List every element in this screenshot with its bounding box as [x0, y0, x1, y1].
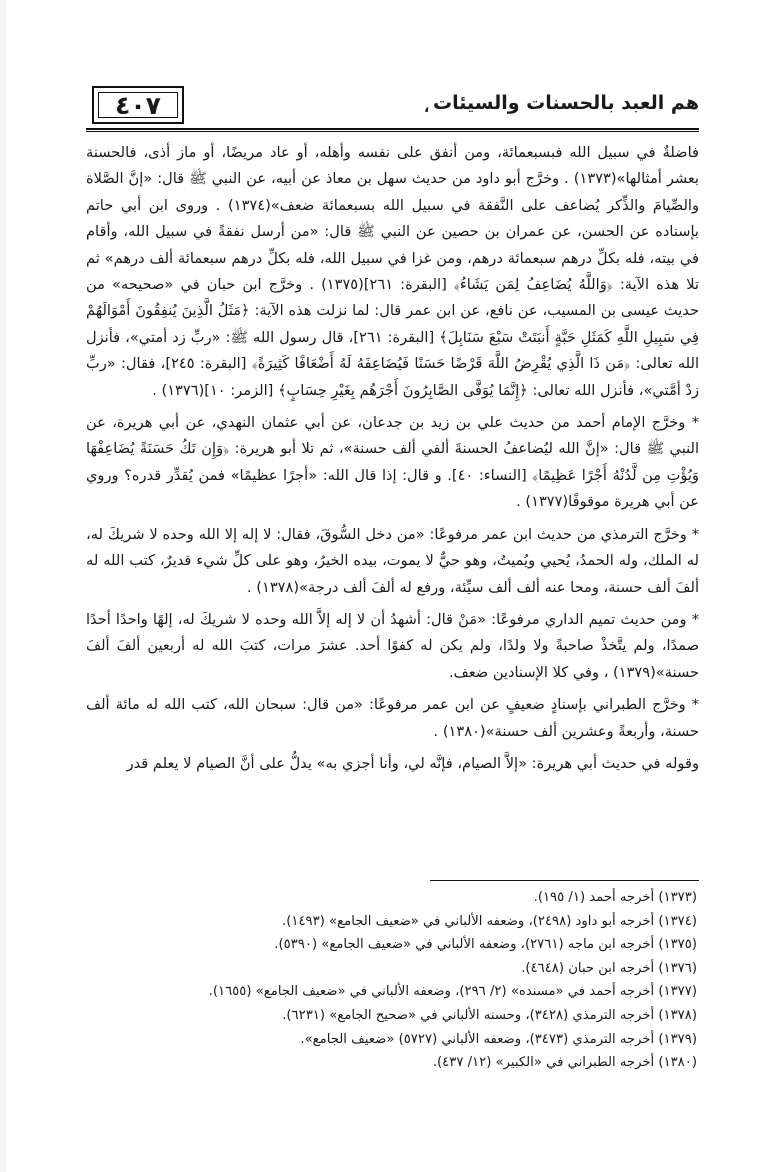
footnotes — [86, 886, 697, 1075]
header-rule-thin — [86, 131, 699, 132]
footnote-separator — [430, 880, 699, 881]
main-text — [86, 140, 699, 783]
footnote: (١٣٧٧) أخرجه أحمد في «مسنده» (٢/ ٢٩٦)، وضعفه الألباني في «ضعيف الجامع» (١٦٥٥). — [208, 984, 697, 1000]
page-number-box — [92, 86, 184, 124]
paragraph: * وخرَّج الترمذي من حديث ابن عمر مرفوعًا: «من دخل السُّوقَ، فقال: لا إله إلا الله وحده لا شريكَ له، له الملك، وله الحمدُ، يُحيي ويُميتُ، وهو حيٌّ لا يموت، بيده الخيرُ، وهو على كلِّ شيء قديرٌ، كتب الله له ألفَ ألف حسنة، ومحا عنه ألف ألف سيِّئة، ورفع له ألفَ ألف درجة»(١٣٧٨) . — [86, 525, 699, 596]
footnote: (١٣٨٠) أخرجه الطبراني في «الكبير» (١٢/ ٤٣٧). — [432, 1055, 697, 1071]
footnote: (١٣٧٩) أخرجه الترمذي (٣٤٧٣)، وضعفه الألباني (٥٧٢٧) «ضعيف الجامع». — [300, 1031, 697, 1047]
footnote: (١٣٧٦) أخرجه ابن حبان (٤٦٤٨). — [521, 960, 697, 976]
paragraph: * ومن حديث تميم الداري مرفوعًا: «مَنْ قال: أشهدُ أن لا إله إلاَّ الله وحده لا شريكَ له، إلهًا واحدًا أحدًا صمدًا، ولم يتَّخذْ صاحبةً ولا ولدًا، ولم يكن له كفوًا أحد. عشرَ مرات، كتبَ الله له أربعين ألفَ ألفَ حسنة»(١٣٧٩) ، وفي كلا الإسنادين ضعف. — [86, 610, 699, 681]
header-rule — [86, 128, 699, 130]
footnote: (١٣٧٤) أخرجه أبو داود (٢٤٩٨)، وضعفه الألباني في «ضعيف الجامع» (١٤٩٣). — [282, 913, 697, 929]
page-number: ٤٠٧ — [115, 90, 161, 120]
paragraph: وقوله في حديث أبي هريرة: «إلاَّ الصيام، فإنَّه لي، وأنا أجزي به» يدلُّ على أنَّ الصيام لا يعلم قدر — [126, 754, 699, 772]
footnote: (١٣٧٣) أخرجه أحمد (١/ ١٩٥). — [533, 890, 697, 905]
footnote: (١٣٧٨) أخرجه الترمذي (٣٤٢٨)، وحسنه الألباني في «صحيح الجامع» (٦٢٣١). — [282, 1007, 697, 1023]
paragraph: * وخرَّج الطبراني بإسنادٍ ضعيفٍ عن ابن عمر مرفوعًا: «من قال: سبحان الله، كتب الله له مائة ألف حسنة، وأربعةً وعشرين ألف حسنة»(١٣٨٠) . — [86, 696, 699, 740]
paragraph: * وخرَّج الإمام أحمد من حديث علي بن زيد بن جدعان، عن أبي عثمان النهدي، عن أبي هريرة، عن النبي ﷺ قال: «إنَّ الله ليُضاعفُ الحسنةَ ألفي ألف حسنة»، ثم تلا أبو هريرة: ﴿وَإِن تَكُ حَسَنَةً يُضَاعِفْهَا وَيُؤْتِ مِن لَّدُنْهُ أَجْرًا عَظِيمًا﴾ [النساء: ٤٠]. و قال: إذا قال الله: «أجرًا عظيمًا» فمن يُقدِّر قدره؟ وروي عن أبي هريرة موقوفًا(١٣٧٧) . — [86, 414, 699, 511]
scan-edge — [0, 0, 6, 1172]
page-header — [86, 86, 699, 126]
footnote: (١٣٧٥) أخرجه ابن ماجه (٢٧٦١)، وضعفه الألباني في «ضعيف الجامع» (٥٣٩٠). — [274, 937, 697, 953]
header-mark: ، — [424, 100, 430, 116]
running-title: هم العبد بالحسنات والسيئات — [433, 92, 699, 114]
paragraph: فاضلةٌ في سبيل الله فبسبعمائة، ومن أنفق على نفسه وأهله، أو عاد مريضًا، أو ماز أذى، فالحسنة بعشر أمثالها»(١٣٧٣) . وخرَّج أبو داود من حديث سهل بن معاذ عن أبيه، عن النبي ﷺ قال: «إنَّ الصَّلاة والصِّيامَ والذِّكر يُضاعف على النَّفقة في سبيل الله بسبعمائة ضعف»(١٣٧٤) . وروى ابن أبي حاتم بإسناده عن الحسن، عن عمران بن حصين عن النبي ﷺ قال: «من أرسل نفقةً في سبيل الله، وأقام في بيته، فله بكلِّ درهم سبعمائة درهم، ومن غزا في سبيل الله، فله بكلِّ درهم سبعمائة ألف درهم» ثم تلا هذه الآية: ﴿وَاللَّهُ يُضَاعِفُ لِمَن يَشَاءُ﴾ [البقرة: ٢٦١](١٣٧٥) . وخرَّج ابن حبان في «صحيحه» من حديث عيسى بن المسيب، عن نافع، عن ابن عمر قال: لما نزلت هذه الآية: ﴿مَثَلُ الَّذِينَ يُنفِقُونَ أَمْوَالَهُمْ فِي سَبِيلِ اللَّهِ كَمَثَلِ حَبَّةٍ أَنبَتَتْ سَبْعَ سَنَابِلَ﴾ [البقرة: ٢٦١]، قال رسول الله ﷺ: «ربِّ زد أمتي»، فأنزل الله تعالى: ﴿مَن ذَا الَّذِي يُقْرِضُ اللَّهَ قَرْضًا حَسَنًا فَيُضَاعِفَهُ لَهُ أَضْعَافًا كَثِيرَةً﴾ [البقرة: ٢٤٥]، فقال: «ربِّ زدْ أمَّتي»، فأنزل الله تعالى: ﴿إِنَّمَا يُوَفَّى الصَّابِرُونَ أَجْرَهُم بِغَيْرِ حِسَابٍ﴾ [الزمر: ١٠](١٣٧٦) . — [86, 144, 699, 399]
